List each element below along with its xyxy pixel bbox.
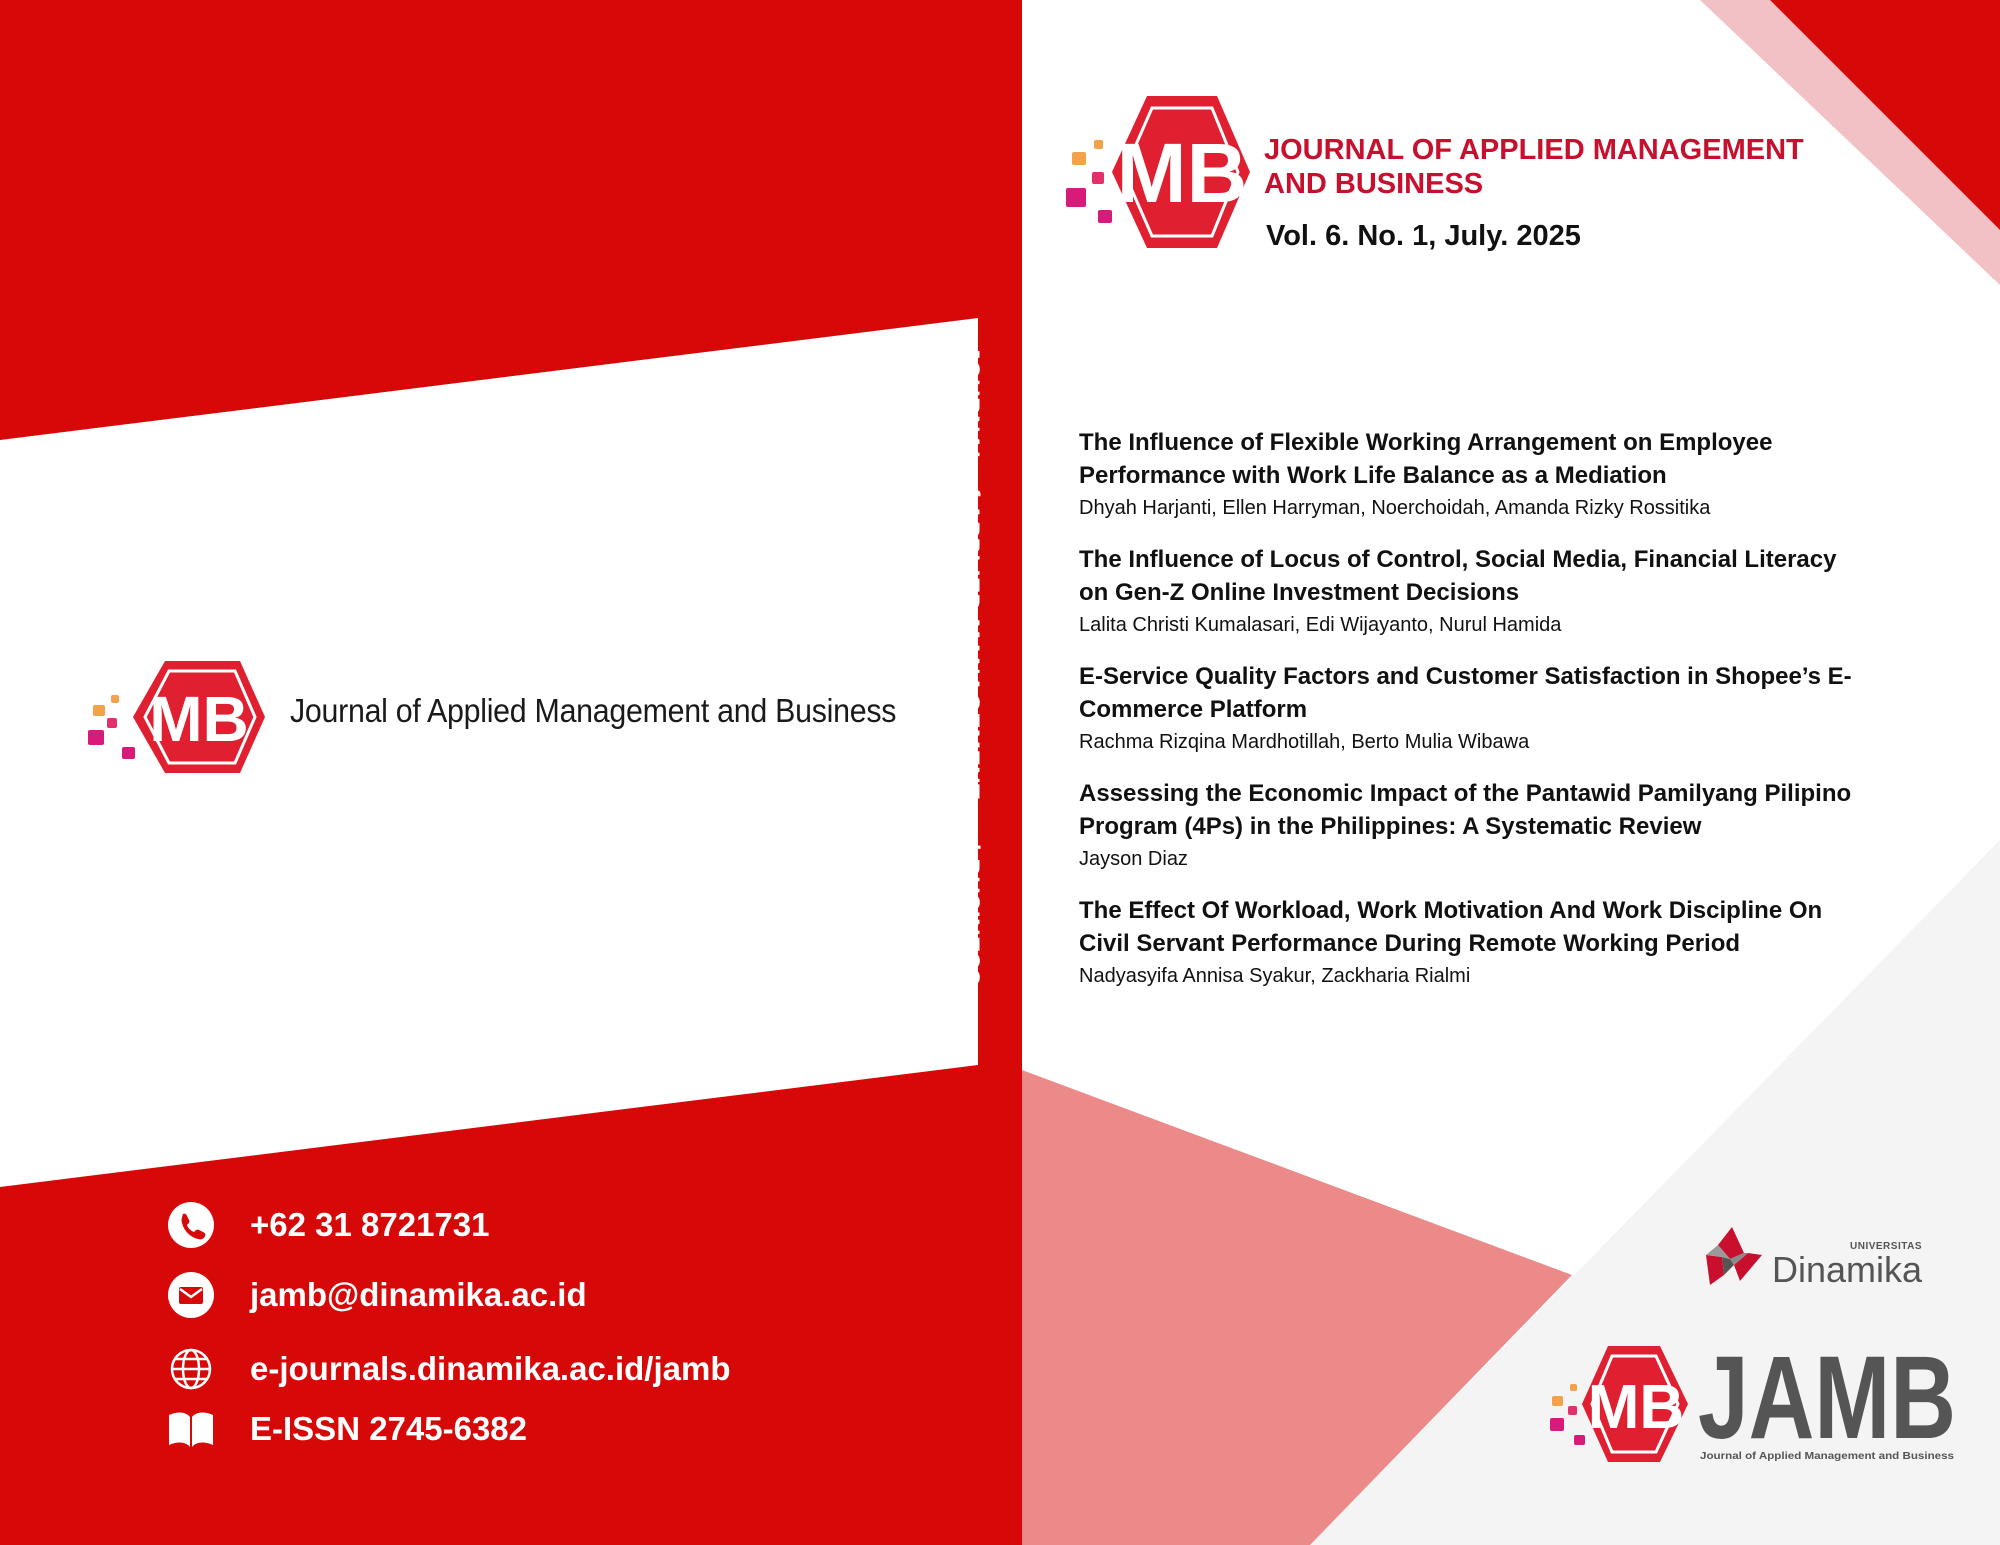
article-authors: Dhyah Harjanti, Ellen Harryman, Noerchoidah, Amanda Rizky Rossitika xyxy=(1079,497,1711,519)
svg-text:MB: MB xyxy=(1587,1373,1685,1442)
universitas-dinamika-logo xyxy=(1700,1225,1950,1295)
article-authors: Jayson Diaz xyxy=(1079,848,1188,870)
article-item xyxy=(1079,426,1859,523)
contact-email xyxy=(165,1265,587,1325)
globe-icon xyxy=(165,1343,217,1395)
article-authors: Nadyasyifa Annisa Syakur, Zackharia Rialmi xyxy=(1079,965,1471,987)
contact-website-text: e-journals.dinamika.ac.id/jamb xyxy=(250,1350,731,1387)
article-item xyxy=(1079,543,1859,640)
article-title: The Influence of Locus of Control, Social Media, Financial Literacy on Gen-Z Online Investment Decisions xyxy=(1079,546,1837,606)
svg-text:MB: MB xyxy=(149,683,249,755)
journal-name: JOURNAL OF APPLIED MANAGEMENT AND BUSINESS xyxy=(1264,134,1804,200)
article-title: The Effect Of Workload, Work Motivation And Work Discipline On Civil Servant Performance During Remote Working Period xyxy=(1079,897,1823,957)
book-icon xyxy=(165,1403,217,1455)
contact-email-text: jamb@dinamika.ac.id xyxy=(250,1276,587,1313)
contact-issn-text: E-ISSN 2745-6382 xyxy=(250,1410,528,1447)
contact-issn xyxy=(165,1399,527,1459)
contact-website xyxy=(165,1339,730,1399)
dinamika-star-icon xyxy=(1706,1227,1762,1285)
article-item xyxy=(1079,777,1859,874)
article-title: E-Service Quality Factors and Customer Satisfaction in Shopee’s E-Commerce Platform xyxy=(1079,663,1852,723)
svg-text:UNIVERSITAS: UNIVERSITAS xyxy=(1850,1241,1922,1252)
contact-phone-text: +62 31 8721731 xyxy=(250,1206,490,1243)
phone-icon xyxy=(165,1199,217,1251)
jamb-logo xyxy=(1548,1338,1968,1468)
article-item xyxy=(1079,660,1859,757)
front-cover-mb-logo xyxy=(1062,90,1252,255)
mail-icon xyxy=(165,1269,217,1321)
svg-text:JAMB: JAMB xyxy=(1698,1338,1956,1464)
article-title: Assessing the Economic Impact of the Pantawid Pamilyang Pilipino Program (4Ps) in the Philippines: A Systematic Review xyxy=(1079,780,1852,840)
article-authors: Lalita Christi Kumalasari, Edi Wijayanto, Nurul Hamida xyxy=(1079,614,1562,636)
contact-phone xyxy=(165,1195,490,1255)
back-cover-journal-title: Journal of Applied Management and Business xyxy=(290,692,897,729)
issue-info: Vol. 6. No. 1, July. 2025 xyxy=(1266,220,1581,252)
article-title: The Influence of Flexible Working Arrangement on Employee Performance with Work Life Balance as a Mediation xyxy=(1079,429,1773,489)
article-authors: Rachma Rizqina Mardhotillah, Berto Mulia Wibawa xyxy=(1079,731,1530,753)
back-cover-mb-logo xyxy=(85,655,270,780)
svg-text:Dinamika: Dinamika xyxy=(1772,1249,1923,1290)
article-list xyxy=(1079,426,1859,1011)
spine-text: JOURNAL of APPLIED MANAGEMENT and BUSINESS xyxy=(957,346,984,986)
svg-text:Journal of Applied Management: Journal of Applied Management and Business xyxy=(1700,1450,1955,1462)
svg-text:MB: MB xyxy=(1116,126,1248,220)
article-item xyxy=(1079,894,1859,991)
